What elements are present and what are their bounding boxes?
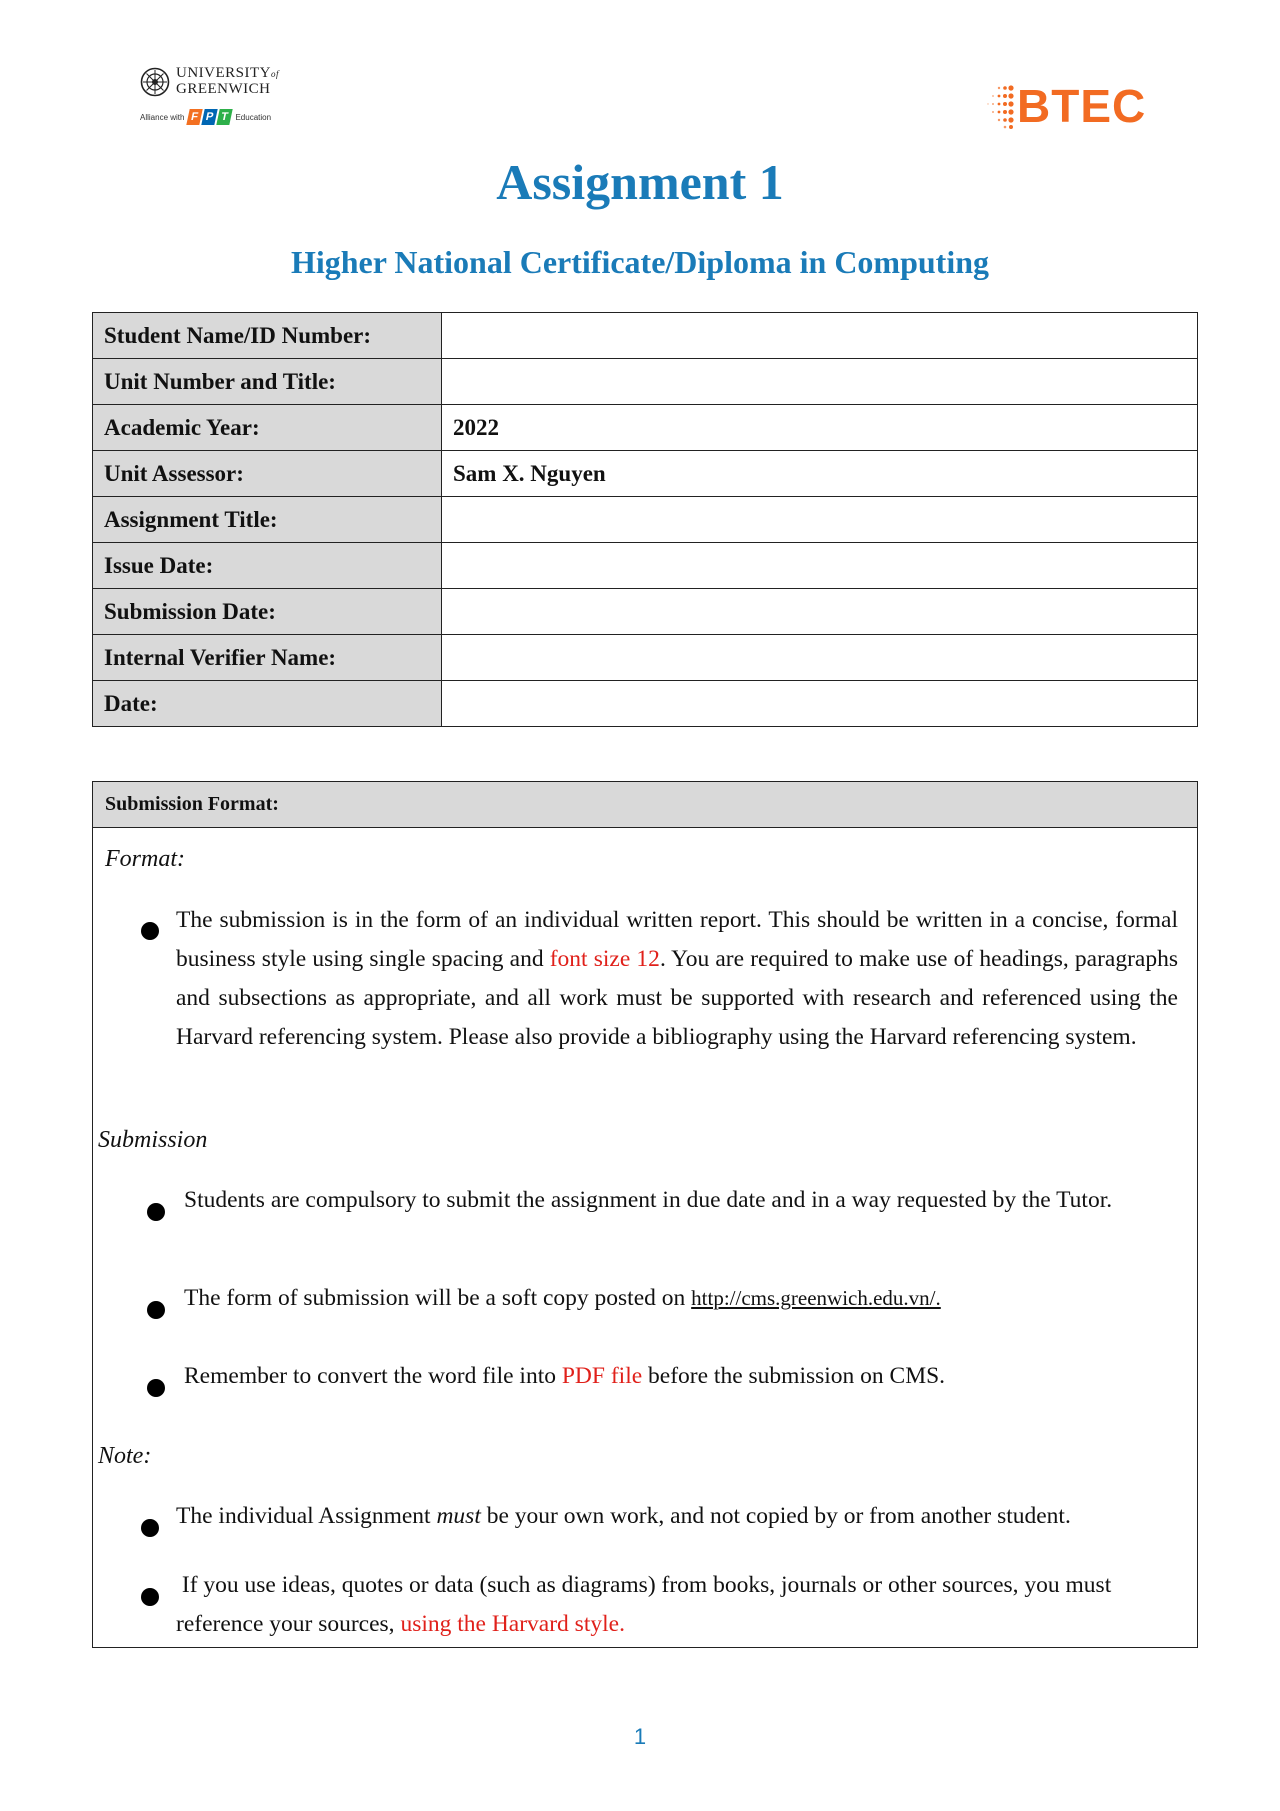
- format-bullet-text: The submission is in the form of an individual written report. This should be written in a concise, formal business style using single spacing and font size 12. You are required to make use of headings, paragraphs and subsections as appropriate, and all work must be supported with research and referenced using the Harvard referencing system. Please also provide a bibliography using the Harvard referencing system.: [176, 907, 1178, 1050]
- table-row: [93, 543, 1198, 589]
- fpt-letter-p: P: [202, 109, 218, 125]
- education-text: Education: [235, 112, 272, 122]
- fpt-letter-t: T: [217, 109, 233, 125]
- note-bullet-1: The individual Assignment must be your own work, and not copied by or from another student.: [176, 1503, 1071, 1529]
- unit-assessor-label: Unit Assessor:: [93, 451, 442, 497]
- fpt-alliance: [140, 109, 290, 125]
- note-bullet-2: If you use ideas, quotes or data (such as diagrams) from books, journals or other sources, you must reference your sources, using the Harvard style.: [176, 1572, 1112, 1637]
- assignment-title-value: [442, 497, 1198, 543]
- university-name: UNIVERSITYof GREENWICH: [176, 65, 280, 97]
- bullet-icon: [147, 1379, 165, 1397]
- fpt-letter-f: F: [187, 109, 203, 125]
- assignment-title: Assignment 1: [496, 154, 784, 210]
- university-of-greenwich-logo: [140, 66, 290, 144]
- academic-year-value: 2022: [442, 405, 1198, 451]
- font-size-highlight: font size 12: [549, 946, 660, 972]
- table-row: [93, 635, 1198, 681]
- table-row: [93, 359, 1198, 405]
- assignment-title-label: Assignment Title:: [93, 497, 442, 543]
- table-row: [93, 405, 1198, 451]
- btec-dots-icon: [985, 84, 1017, 130]
- table-row: [93, 589, 1198, 635]
- unit-number-label: Unit Number and Title:: [93, 359, 442, 405]
- cms-link[interactable]: http://cms.greenwich.edu.vn/.: [691, 1286, 941, 1310]
- academic-year-label: Academic Year:: [93, 405, 442, 451]
- student-name-label: Student Name/ID Number:: [93, 313, 442, 359]
- bullet-icon: [141, 1588, 159, 1606]
- issue-date-label: Issue Date:: [93, 543, 442, 589]
- student-info-table: [92, 312, 1198, 727]
- submission-date-label: Submission Date:: [93, 589, 442, 635]
- unit-assessor-value: Sam X. Nguyen: [442, 451, 1198, 497]
- pdf-file-highlight: PDF file: [561, 1363, 643, 1389]
- table-row: [93, 497, 1198, 543]
- submission-label: Submission: [98, 1127, 208, 1153]
- student-name-value: [442, 313, 1198, 359]
- fpt-logo: [188, 109, 231, 125]
- table-row: [93, 451, 1198, 497]
- submission-format-heading: Submission Format:: [93, 782, 1197, 828]
- table-row: [93, 313, 1198, 359]
- bullet-icon: [141, 1519, 159, 1537]
- bullet-icon: [147, 1203, 165, 1221]
- date-value: [442, 681, 1198, 727]
- unit-number-value: [442, 359, 1198, 405]
- submission-bullet-1: Students are compulsory to submit the assignment in due date and in a way requested by the Tutor.: [184, 1187, 1113, 1213]
- btec-logo: [985, 78, 1147, 134]
- submission-bullet-3: Remember to convert the word file into PDF file before the submission on CMS.: [184, 1363, 946, 1389]
- table-row: [93, 681, 1198, 727]
- bullet-icon: [147, 1301, 165, 1319]
- format-label: Format:: [105, 846, 185, 872]
- greenwich-seal-icon: [140, 67, 170, 97]
- internal-verifier-value: [442, 635, 1198, 681]
- bullet-icon: [141, 922, 159, 940]
- internal-verifier-label: Internal Verifier Name:: [93, 635, 442, 681]
- submission-bullet-2: The form of submission will be a soft copy posted on http://cms.greenwich.edu.vn/.: [184, 1285, 941, 1311]
- submission-date-value: [442, 589, 1198, 635]
- btec-wordmark: BTEC: [1017, 80, 1147, 132]
- alliance-text: Alliance with: [140, 112, 185, 122]
- harvard-style-highlight: using the Harvard style.: [400, 1611, 625, 1637]
- issue-date-value: [442, 543, 1198, 589]
- page-number: 1: [633, 1724, 647, 1749]
- note-label: Note:: [98, 1443, 152, 1469]
- submission-format-box: [92, 781, 1198, 1648]
- assignment-subtitle: Higher National Certificate/Diploma in Computing: [290, 244, 990, 280]
- date-label: Date:: [93, 681, 442, 727]
